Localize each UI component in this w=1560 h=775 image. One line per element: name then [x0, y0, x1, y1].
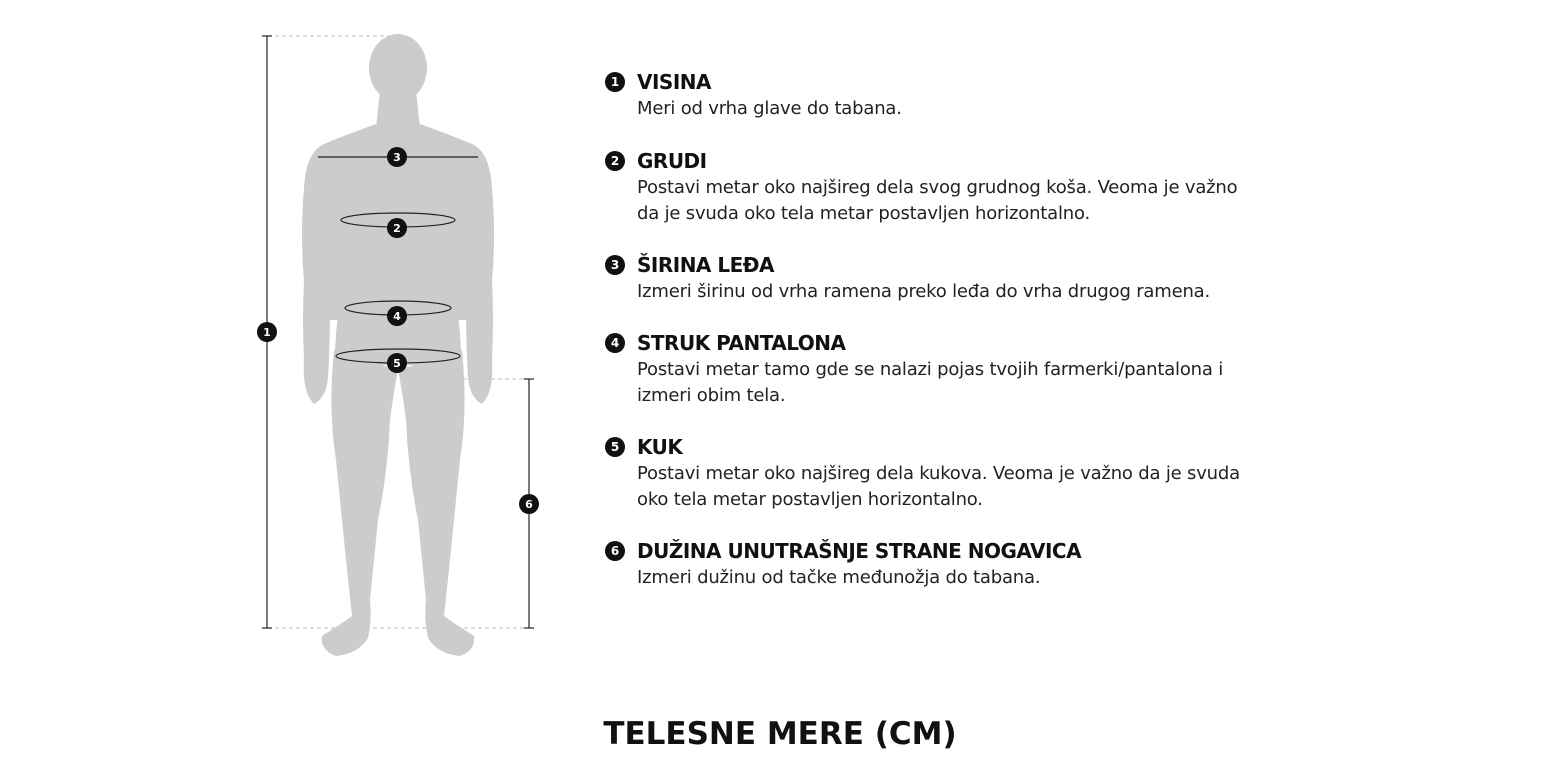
svg-text:3: 3 [393, 151, 401, 164]
measurement-item-back-width [605, 251, 1245, 305]
measurement-item-height [605, 68, 1245, 122]
measurement-instructions [605, 68, 1245, 615]
measurement-description: Izmeri širinu od vrha ramena preko leđa do vrha drugog ramena. [637, 281, 1211, 302]
measurement-title: GRUDI [637, 149, 707, 173]
number-badge: 4 [605, 333, 625, 353]
marker-6 [519, 494, 539, 514]
number-badge: 3 [605, 255, 625, 275]
measurement-title: VISINA [637, 70, 711, 94]
measurement-item-chest [605, 147, 1245, 227]
measurement-title: KUK [637, 435, 683, 459]
marker-1 [257, 322, 277, 342]
number-badge: 1 [605, 72, 625, 92]
measurement-title: ŠIRINA LEĐA [637, 253, 775, 277]
marker-4 [387, 306, 407, 326]
number-badge: 2 [605, 151, 625, 171]
measurement-description: Postavi metar oko najšireg dela kukova. Veoma je važno da je svuda oko tela metar postavljen horizontalno. [637, 463, 1240, 510]
number-badge: 6 [605, 541, 625, 561]
measurement-description: Izmeri dužinu od tačke međunožja do tabana. [637, 567, 1041, 588]
svg-text:4: 4 [393, 310, 401, 323]
measurement-description: Meri od vrha glave do tabana. [637, 98, 902, 119]
body-measurement-figure [240, 20, 560, 670]
page-title: TELESNE MERE (CM) [603, 716, 957, 752]
body-silhouette-diagram [240, 20, 560, 670]
measurement-item-hip [605, 433, 1245, 513]
measurement-item-waist [605, 329, 1245, 409]
measurement-title: DUŽINA UNUTRAŠNJE STRANE NOGAVICA [637, 539, 1082, 563]
marker-3 [387, 147, 407, 167]
svg-text:5: 5 [393, 357, 401, 370]
marker-5 [387, 353, 407, 373]
measurement-description: Postavi metar tamo gde se nalazi pojas tvojih farmerki/pantalona i izmeri obim tela. [637, 359, 1224, 406]
number-badge: 5 [605, 437, 625, 457]
measurement-title: STRUK PANTALONA [637, 331, 846, 355]
human-silhouette [302, 34, 494, 656]
svg-text:1: 1 [263, 326, 271, 339]
measurement-description: Postavi metar oko najšireg dela svog grudnog koša. Veoma je važno da je svuda oko tela metar postavljen horizontalno. [637, 177, 1238, 224]
measurement-item-inseam [605, 537, 1245, 591]
marker-2 [387, 218, 407, 238]
svg-text:6: 6 [525, 498, 533, 511]
svg-text:2: 2 [393, 222, 401, 235]
